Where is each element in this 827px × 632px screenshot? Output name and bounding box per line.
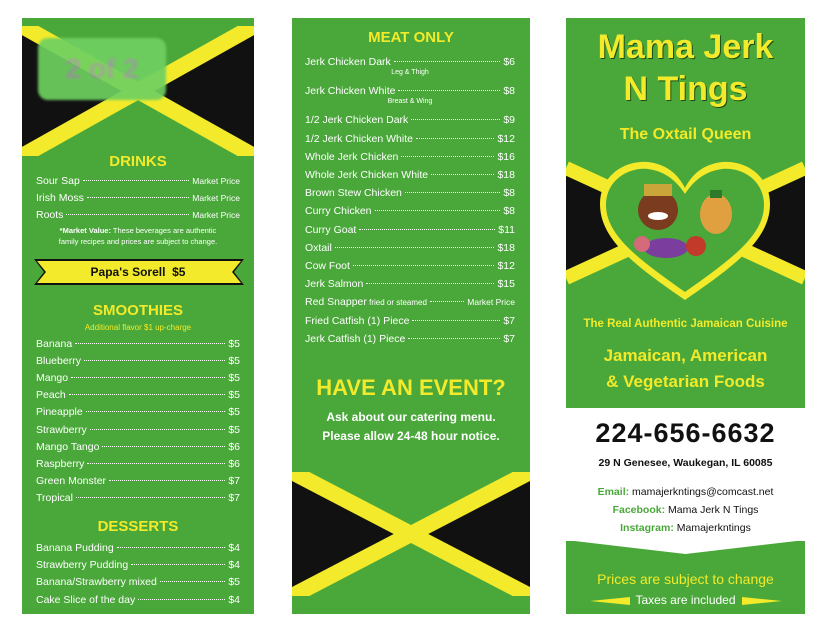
item-name: Cake Slice of the day <box>36 593 136 606</box>
item-name: Irish Moss <box>36 192 84 204</box>
item-name: Blueberry <box>36 355 81 368</box>
item-name: 1/2 Jerk Chicken Dark <box>305 114 409 127</box>
item-name: Red Snapper fried or steamed <box>305 296 427 309</box>
meat-item <box>305 333 515 345</box>
item-name: Strawberry Pudding <box>36 559 129 572</box>
dot-leader <box>359 229 495 230</box>
dot-leader <box>86 411 226 412</box>
facebook-line[interactable] <box>566 504 805 516</box>
drinks-item <box>36 192 240 204</box>
dot-leader <box>430 301 464 302</box>
foods-line1: Jamaican, American <box>603 346 768 365</box>
item-price: $12 <box>497 260 515 272</box>
smoothies-item <box>36 475 240 487</box>
item-price: $12 <box>497 132 515 145</box>
meat-item <box>305 260 515 272</box>
item-price: $4 <box>228 593 240 606</box>
desserts-item <box>36 594 240 606</box>
smoothies-item <box>36 458 240 470</box>
instagram-line[interactable] <box>566 522 805 534</box>
item-name: Raspberry <box>36 457 85 470</box>
desserts-item <box>36 542 240 554</box>
meat-item <box>305 278 515 290</box>
menu-panel-drinks-smoothies-desserts <box>22 18 254 614</box>
item-price: $4 <box>228 542 240 554</box>
smoothies-item <box>36 406 240 418</box>
dot-leader <box>109 480 225 481</box>
menu-panel-meat <box>292 18 530 614</box>
item-name: Whole Jerk Chicken White <box>305 169 429 181</box>
item-price: $6 <box>228 440 240 453</box>
meat-item <box>305 187 515 199</box>
dot-leader <box>117 547 226 548</box>
item-name: Jerk Catfish (1) Piece <box>305 332 406 345</box>
item-name: 1/2 Jerk Chicken White <box>305 132 413 145</box>
item-name: Whole Jerk Chicken <box>305 150 399 163</box>
note-text: These beverages are authentic <box>110 226 217 235</box>
drinks-item <box>36 209 240 221</box>
heart-logo-graphic <box>566 148 805 308</box>
meat-item <box>305 169 515 181</box>
item-price: $6 <box>228 457 240 470</box>
foods-line2: & Vegetarian Foods <box>606 372 765 391</box>
item-name: Banana Pudding <box>36 542 114 554</box>
smoothies-item <box>36 389 240 401</box>
item-price: $7 <box>503 332 515 345</box>
item-price: Market Price <box>192 210 240 220</box>
item-price: $5 <box>228 338 240 350</box>
dot-leader <box>408 338 500 339</box>
item-name: Jerk Chicken Dark <box>305 56 391 68</box>
dot-leader <box>71 377 225 378</box>
dot-leader <box>83 180 190 181</box>
item-subtext: Breast & Wing <box>387 98 433 106</box>
instagram-label: Instagram: <box>620 522 674 534</box>
item-name: Roots <box>36 209 64 221</box>
item-price: $8 <box>503 187 515 200</box>
brand-name-line1: Mama Jerk <box>597 28 774 66</box>
dot-leader <box>398 90 500 91</box>
dot-leader <box>69 394 226 395</box>
page-badge <box>38 38 166 100</box>
brand-tagline: The Oxtail Queen <box>619 126 752 143</box>
desserts-item <box>36 559 240 571</box>
item-price: $7 <box>228 491 240 504</box>
banner-price: $5 <box>172 265 186 279</box>
desserts-title: DESSERTS <box>97 518 179 535</box>
jamaican-flag-graphic <box>292 472 530 596</box>
smoothies-item <box>36 441 240 453</box>
item-price: $18 <box>497 241 515 254</box>
item-price: $7 <box>503 314 515 327</box>
meat-item <box>305 114 515 126</box>
smoothies-item <box>36 492 240 504</box>
dot-leader <box>87 463 225 464</box>
item-name: Peach <box>36 389 66 402</box>
dot-leader <box>353 265 495 266</box>
brand-panel <box>566 18 805 614</box>
white-chevron-graphic <box>566 540 805 556</box>
item-name: Tropical <box>36 491 73 504</box>
dot-leader <box>75 343 225 344</box>
email-line[interactable] <box>566 486 805 498</box>
smoothies-item <box>36 338 240 350</box>
brand-name-line2: N Tings <box>623 70 748 108</box>
item-name: Mango <box>36 372 69 385</box>
dot-leader <box>90 429 226 430</box>
item-name: Pineapple <box>36 406 83 419</box>
item-name: Sour Sap <box>36 175 80 187</box>
item-price: $8 <box>503 205 515 218</box>
taxes-note: Taxes are included <box>635 593 736 607</box>
meat-item <box>305 242 515 254</box>
meat-item <box>305 133 515 145</box>
event-title: HAVE AN EVENT? <box>316 375 506 400</box>
facebook-label: Facebook: <box>612 504 666 516</box>
item-name: Curry Chicken <box>305 205 372 218</box>
dot-leader <box>66 214 189 215</box>
smoothies-title: SMOOTHIES <box>92 302 183 319</box>
dot-leader <box>102 446 225 447</box>
meat-title: MEAT ONLY <box>368 29 454 46</box>
dot-leader <box>84 360 225 361</box>
meat-item <box>305 85 515 97</box>
item-price: $5 <box>228 389 240 402</box>
item-price: $6 <box>503 56 515 68</box>
event-line2: Please allow 24-48 hour notice. <box>322 429 500 443</box>
item-price: $16 <box>497 150 515 163</box>
right-arrow-graphic <box>742 596 782 606</box>
item-name: Jerk Salmon <box>305 278 364 291</box>
instagram-value: Mamajerkntings <box>673 522 751 534</box>
item-price: Market Price <box>192 176 240 186</box>
item-price: Market Price <box>192 193 240 203</box>
contact-box <box>566 408 805 541</box>
item-price: $5 <box>228 406 240 419</box>
item-name: Jerk Chicken White <box>305 85 396 98</box>
item-price: $5 <box>228 355 240 368</box>
item-note: fried or steamed <box>366 298 427 308</box>
item-price: $5 <box>228 423 240 436</box>
item-price: $7 <box>228 474 240 487</box>
smoothies-item <box>36 372 240 384</box>
item-name: Cow Foot <box>305 260 350 272</box>
dot-leader <box>76 497 225 498</box>
desserts-item <box>36 576 240 588</box>
dot-leader <box>412 320 500 321</box>
dot-leader <box>138 599 225 600</box>
item-price: $4 <box>228 559 240 572</box>
item-name: Brown Stew Chicken <box>305 187 402 200</box>
email-label: Email: <box>597 486 630 498</box>
dot-leader <box>87 197 189 198</box>
item-name: Fried Catfish (1) Piece <box>305 314 410 327</box>
dot-leader <box>335 247 495 248</box>
dot-leader <box>405 192 500 193</box>
papas-sorell-label <box>22 265 254 279</box>
dot-leader <box>131 564 225 565</box>
dot-leader <box>431 174 494 175</box>
item-price: Market Price <box>467 297 515 308</box>
brand-cuisine: The Real Authentic Jamaican Cuisine <box>583 318 788 330</box>
note-label: *Market Value: <box>59 226 111 235</box>
email-value: mamajerkntings@comcast.net <box>629 486 774 498</box>
item-price: $18 <box>497 169 515 181</box>
item-price: $8 <box>503 85 515 98</box>
dot-leader <box>366 283 494 284</box>
banner-label: Papa's Sorell <box>90 265 166 279</box>
page-badge-text: 2 of 2 <box>65 53 139 84</box>
market-value-note <box>30 225 246 247</box>
item-name: Curry Goat <box>305 223 357 236</box>
item-price: $11 <box>498 223 515 236</box>
smoothies-item <box>36 355 240 367</box>
dot-leader <box>416 138 495 139</box>
note-line2: family recipes and prices are subject to change. <box>58 237 218 246</box>
item-price: $5 <box>228 372 240 385</box>
phone-number[interactable]: 224-656-6632 <box>595 418 776 448</box>
smoothies-item <box>36 424 240 436</box>
drinks-title: DRINKS <box>109 153 167 170</box>
item-name: Banana/Strawberry mixed <box>36 576 157 589</box>
prices-note: Prices are subject to change <box>597 571 774 587</box>
drinks-item <box>36 175 240 187</box>
dot-leader <box>160 581 226 582</box>
meat-item <box>305 205 515 217</box>
meat-item <box>305 151 515 163</box>
item-price: $5 <box>228 576 240 589</box>
item-name: Strawberry <box>36 423 87 436</box>
dot-leader <box>411 119 500 120</box>
meat-item <box>305 56 515 68</box>
meat-item <box>305 224 515 236</box>
facebook-value: Mama Jerk N Tings <box>665 504 759 516</box>
item-name: Mango Tango <box>36 440 100 453</box>
meat-item <box>305 315 515 327</box>
dot-leader <box>375 210 501 211</box>
item-name: Oxtail <box>305 241 332 254</box>
item-subtext: Leg & Thigh <box>391 69 429 76</box>
event-line1: Ask about our catering menu. <box>326 410 496 424</box>
smoothies-subtitle: Additional flavor $1 up-charge <box>84 323 192 332</box>
item-price: $9 <box>503 114 515 127</box>
dot-leader <box>401 156 494 157</box>
item-name: Green Monster <box>36 474 107 487</box>
item-name: Banana <box>36 338 73 350</box>
dot-leader <box>394 61 501 62</box>
item-price: $15 <box>497 278 515 291</box>
address: 29 N Genesee, Waukegan, IL 60085 <box>598 457 773 469</box>
meat-item <box>305 296 515 308</box>
